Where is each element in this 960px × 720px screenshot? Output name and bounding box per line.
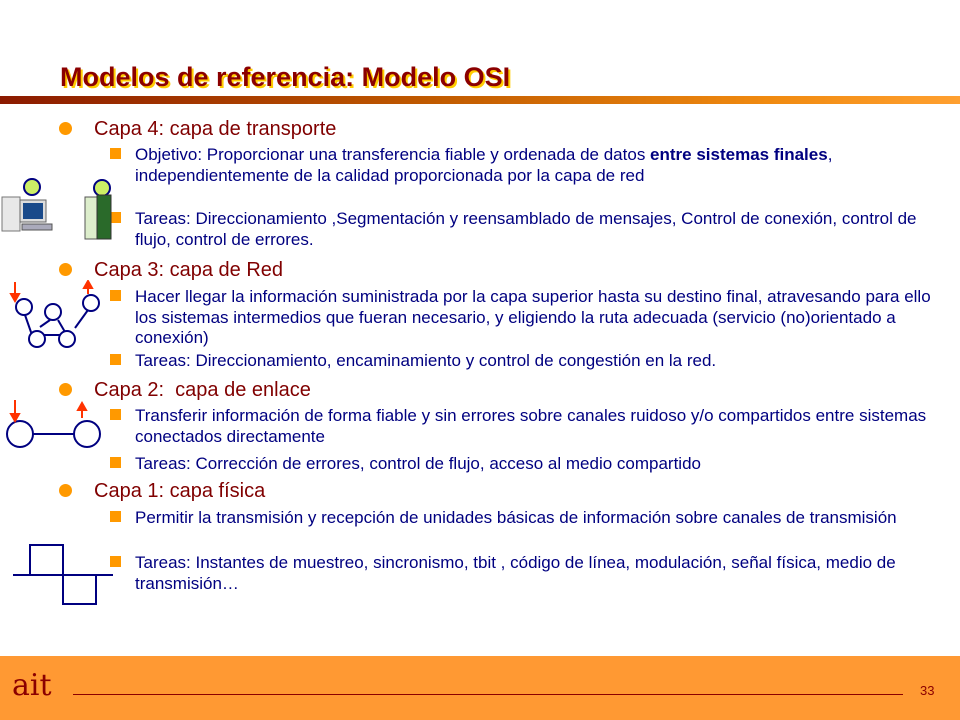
bullet-square-icon xyxy=(110,409,121,420)
footer-divider xyxy=(73,694,903,695)
link-icon xyxy=(0,398,110,453)
item-text: Tareas: Corrección de errores, control de flujo, acceso al medio compartido xyxy=(135,454,701,473)
square-wave-icon xyxy=(10,542,120,607)
item-text: Transferir información de forma fiable y sin errores sobre canales ruidoso y/o compartidos entre sistemas conectados directamente xyxy=(135,406,927,446)
section-heading xyxy=(94,118,336,140)
bullet-square-icon xyxy=(110,148,121,159)
heading-text: Capa 3: capa de Red xyxy=(94,259,284,281)
bullet-dot-icon xyxy=(59,122,72,135)
heading-text: Capa 4: capa de transporte xyxy=(94,118,337,140)
item-bold-text: entre sistemas finales xyxy=(650,145,828,164)
item-text: Tareas: Direccionamiento ,Segmentación y reensamblado de mensajes, Control de conexión, control de flujo, control de errores. xyxy=(135,209,917,249)
heading-text: Capa 2: capa de enlace xyxy=(94,379,311,401)
bullet-square-icon xyxy=(110,457,121,468)
item-text: Hacer llegar la información suministrada por la capa superior hasta su destino final, atravesando para ello los sistemas intermedios que fueran necesario, y eligiendo la ruta adecuada (servicio (no)orientado a conexión) xyxy=(135,287,931,347)
section-heading xyxy=(94,379,311,401)
list-item xyxy=(135,145,935,186)
page-number: 33 xyxy=(920,683,935,698)
list-item xyxy=(135,508,935,529)
list-item xyxy=(135,209,935,250)
item-text: Permitir la transmisión y recepción de unidades básicas de información sobre canales de transmisión xyxy=(135,508,897,527)
section-heading xyxy=(94,480,265,502)
bullet-square-icon xyxy=(110,290,121,301)
list-item xyxy=(135,406,935,447)
list-item xyxy=(135,553,935,594)
network-graph-icon xyxy=(0,280,110,360)
title-underline-bar xyxy=(0,96,960,104)
slide-title: Modelos de referencia: Modelo OSI xyxy=(60,62,511,92)
bullet-dot-icon xyxy=(59,383,72,396)
item-text: Tareas: Direccionamiento, encaminamiento y control de congestión en la red. xyxy=(135,351,717,370)
list-item xyxy=(135,454,935,475)
heading-text: Capa 1: capa física xyxy=(94,480,266,502)
footer xyxy=(0,656,960,720)
item-text: , independientemente de la calidad proporcionada por la capa de red xyxy=(135,145,833,185)
list-item xyxy=(135,287,935,349)
item-text: Tareas: Instantes de muestreo, sincronismo, tbit , código de línea, modulación, señal física, medio de transmisión… xyxy=(135,553,896,593)
ait-logo: ait xyxy=(12,668,52,703)
bullet-dot-icon xyxy=(59,484,72,497)
bullet-square-icon xyxy=(110,354,121,365)
section-heading xyxy=(94,259,283,281)
end-systems-icon xyxy=(0,175,130,240)
list-item xyxy=(135,351,935,372)
item-text: Objetivo: Proporcionar una transferencia fiable y ordenada de datos xyxy=(135,145,651,164)
bullet-dot-icon xyxy=(59,263,72,276)
bullet-square-icon xyxy=(110,511,121,522)
